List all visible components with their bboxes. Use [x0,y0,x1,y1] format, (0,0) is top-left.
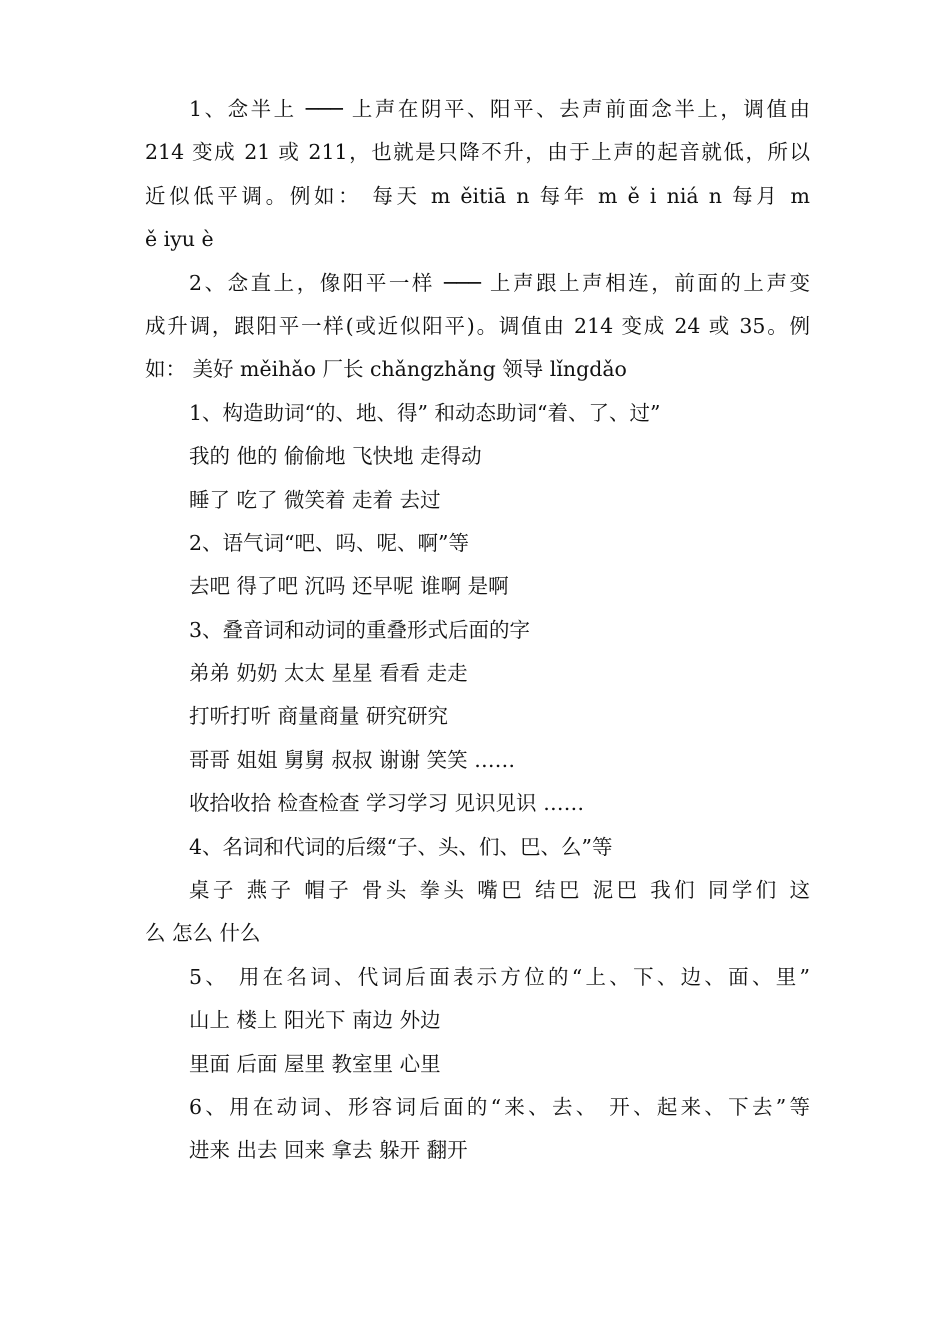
text-line: 3、叠音词和动词的重叠形式后面的字 [189,617,531,642]
text-line: ě iyu è [145,227,214,252]
text-line: 4、名词和代词的后缀“子、头、们、巴、么”等 [189,834,613,859]
text-line: 哥哥 姐姐 舅舅 叔叔 谢谢 笑笑 …… [189,747,516,772]
text-line: 去吧 得了吧 沉吗 还早呢 谁啊 是啊 [189,574,509,599]
document-page [145,88,810,1173]
text-line: 进来 出去 回来 拿去 躲开 翻开 [189,1138,468,1163]
text-line: 1、念半上 ─── 上声在阴平、阳平、去声前面念半上，调值由 [189,97,810,121]
text-line: 214 变成 21 或 211，也就是只降不升，由于上声的起音就低，所以 [145,140,810,165]
text-line: 近似低平调。例如： 每天 m ěitiā n 每年 m ě i niá n 每月 m [145,183,810,208]
text-line: 2、念直上，像阳平一样 ─── 上声跟上声相连，前面的上声变 [189,270,810,295]
text-line: 桌子 燕子 帽子 骨头 拳头 嘴巴 结巴 泥巴 我们 同学们 这 [189,878,810,903]
text-line: 睡了 吃了 微笑着 走着 去过 [189,487,441,512]
text-line: 收拾收拾 检查检查 学习学习 见识见识 …… [189,791,585,816]
text-line: 我的 他的 偷偷地 飞快地 走得动 [189,444,482,469]
text-line: 山上 楼上 阳光下 南边 外边 [189,1008,441,1033]
text-line: 如： 美好 měihǎo 厂长 chǎngzhǎng 领导 lǐngdǎo [145,357,627,382]
text-line: 么 怎么 什么 [145,921,261,946]
text-line: 5、 用在名词、代词后面表示方位的“上、下、边、面、里” [189,964,810,989]
text-line: 里面 后面 屋里 教室里 心里 [189,1051,441,1076]
text-line: 2、语气词“吧、吗、呢、啊”等 [189,530,470,555]
text-line: 成升调，跟阳平一样(或近似阳平)。调值由 214 变成 24 或 35。例 [145,313,810,338]
text-line: 打听打听 商量商量 研究研究 [189,704,449,729]
text-line: 6、用在动词、形容词后面的“来、去、 开、起来、下去”等 [189,1094,810,1119]
text-line: 1、构造助词“的、地、得” 和动态助词“着、了、过” [189,400,661,425]
text-line: 弟弟 奶奶 太太 星星 看看 走走 [189,661,468,686]
